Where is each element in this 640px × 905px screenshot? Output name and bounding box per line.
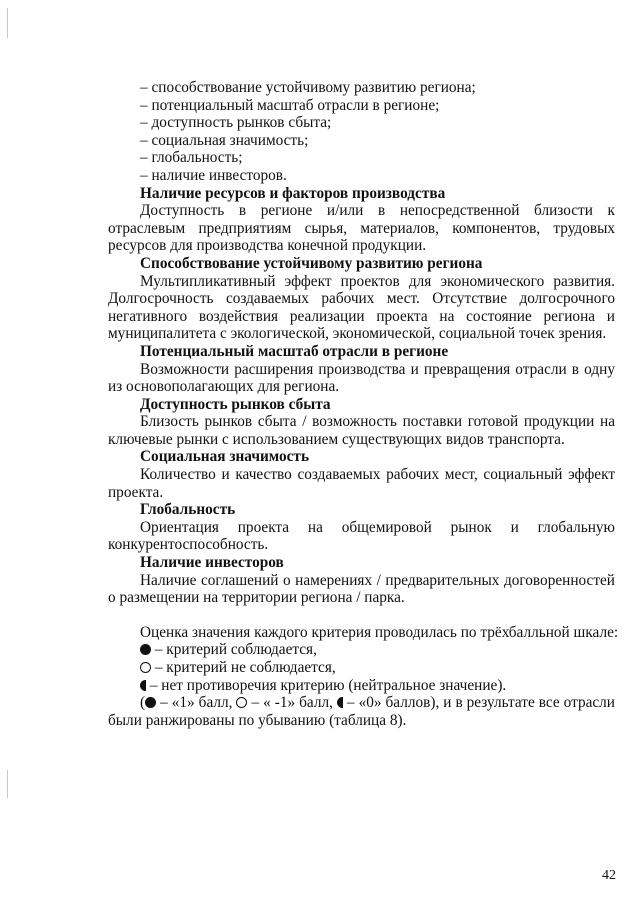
section-text: Доступность в регионе и/или в непосредственной близости к отраслевым предприятиям сырья, материалов, компонентов, трудовых ресурсов для производства конечной продукции.: [108, 202, 615, 255]
section-industry-scale: [108, 343, 615, 396]
scoring-paragraph: [108, 694, 615, 729]
section-heading: Наличие ресурсов и факторов производства: [140, 184, 446, 202]
section-heading: Доступность рынков сбыта: [140, 395, 331, 413]
margin-scan-mark: [7, 8, 8, 38]
section-text: Возможности расширения производства и превращения отрасли в одну из основополагающих для региона.: [108, 360, 615, 396]
list-item: – потенциальный масштаб отрасли в регионе;: [140, 96, 440, 114]
filled-circle-icon: [140, 644, 151, 655]
scoring-text: – «0» баллов), и в результате все отрасли были ранжированы по убыванию (таблица 8).: [108, 694, 615, 729]
evaluation-intro: Оценка значения каждого критерия проводилась по трёхбалльной шкале:: [140, 623, 619, 641]
section-sustainable-development: [108, 255, 615, 343]
legend-text: – критерий соблюдается,: [151, 641, 317, 659]
legend-text: – нет противоречия критерию (нейтральное значение).: [146, 676, 507, 694]
empty-circle-icon: [140, 662, 151, 673]
legend-item: [108, 659, 615, 677]
section-heading: Наличие инвесторов: [140, 554, 284, 572]
scoring-open: (: [140, 694, 146, 712]
section-investors: [108, 554, 615, 607]
legend-text: – критерий не соблюдается,: [151, 659, 336, 676]
filled-circle-icon: [145, 697, 156, 708]
page-number: 42: [602, 868, 616, 883]
section-heading: Глобальность: [140, 501, 236, 519]
section-resources: [108, 185, 615, 255]
section-heading: Потенциальный масштаб отрасли в регионе: [140, 342, 449, 360]
section-heading: Социальная значимость: [140, 448, 310, 466]
section-heading: Способствование устойчивому развитию региона: [140, 254, 483, 272]
document-page: [108, 79, 619, 729]
empty-circle-icon: [236, 697, 247, 708]
legend-item: [108, 641, 615, 659]
section-text: Мультипликативный эффект проектов для экономического развития. Долгосрочность создаваемых рабочих мест. Отсутствие долгосрочного негативного воздействия реализации проекта на состояние региона и муниципалитета с экологической, экономической, социальной точек зрения.: [108, 272, 615, 343]
section-social-significance: [108, 448, 615, 501]
evaluation-block: [108, 623, 619, 730]
section-text: Близость рынков сбыта / возможность поставки готовой продукции на ключевые рынки с использованием существующих видов транспорта.: [108, 413, 615, 448]
list-item: – социальная значимость;: [140, 131, 309, 149]
scoring-text: – « -1» балл,: [247, 694, 337, 712]
paragraph-gap: [108, 607, 615, 624]
section-globality: [108, 501, 615, 554]
criteria-list: [108, 79, 615, 185]
section-text: Ориентация проекта на общемировой рынок и глобальную конкурентоспособность.: [108, 518, 615, 554]
section-market-access: [108, 396, 615, 449]
list-item: – наличие инвесторов.: [140, 166, 287, 184]
legend-item: [108, 677, 615, 695]
section-text: Наличие соглашений о намерениях / предварительных договоренностей о размещении на территории региона / парка.: [108, 571, 615, 607]
list-item: – способствование устойчивому развитию региона;: [140, 79, 476, 96]
list-item: – доступность рынков сбыта;: [140, 114, 332, 132]
margin-scan-mark: [7, 770, 8, 798]
list-item: – глобальность;: [140, 149, 243, 167]
section-text: Количество и качество создаваемых рабочих мест, социальный эффект проекта.: [108, 466, 615, 501]
scoring-text: – «1» балл,: [156, 694, 237, 712]
